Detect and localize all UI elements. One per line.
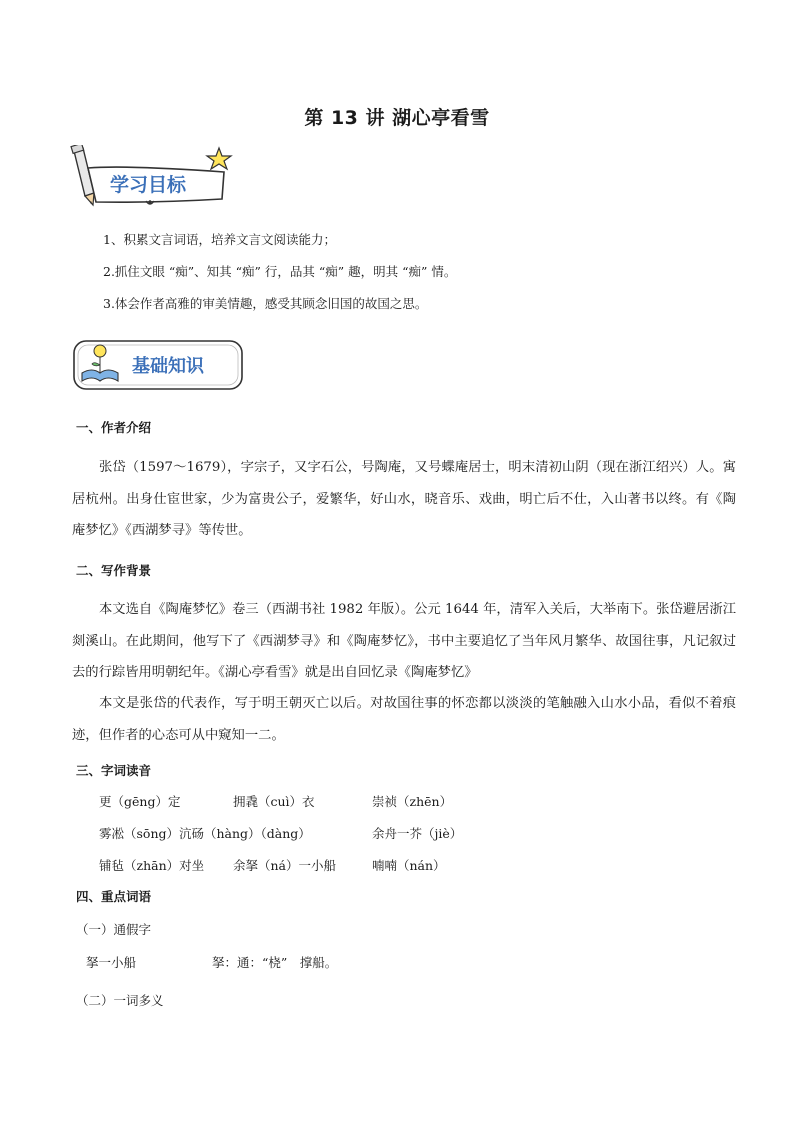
pronunciation-item: 铺毡（zhān）对坐 [99, 858, 205, 873]
learning-goals-banner [66, 145, 236, 215]
banner-basics-label: 基础知识 [132, 356, 204, 377]
objective-2: 2.抓住文眼 “痴”、知其 “痴” 行，品其 “痴” 趣，明其 “痴” 情。 [103, 264, 457, 279]
section-heading-background: 二、写作背景 [76, 563, 152, 578]
star-icon [207, 148, 231, 169]
basic-knowledge-banner [68, 337, 248, 395]
author-paragraph: 张岱（1597～1679），字宗子，又字石公，号陶庵，又号蝶庵居士，明末清初山阴（现在浙江绍兴）人。寓居杭州。出身仕宦世家，少为富贵公子，爱繁华，好山水，晓音乐、戏曲，明亡后不仕，入山著书以终。有《陶庵梦忆》《西湖梦寻》等传世。 [72, 460, 736, 538]
background-paragraph-2: 本文是张岱的代表作，写于明王朝灭亡以后。对故国往事的怀恋都以淡淡的笔触融入山水小品，看似不着痕迹，但作者的心态可从中窥知一二。 [72, 696, 736, 743]
pronunciation-item: 余舟一芥（jiè） [372, 826, 463, 841]
pronunciation-item: 拥毳（cuì）衣 [233, 794, 315, 809]
pronunciation-item: 雾凇（sōng）沆砀（hàng）（dàng） [99, 826, 311, 841]
banner-goals-label: 学习目标 [110, 174, 187, 196]
pronunciation-item: 崇祯（zhēn） [372, 794, 453, 809]
pronunciation-item: 更（gēng）定 [99, 794, 181, 809]
subheading-polysemy: （二）一词多义 [76, 993, 164, 1008]
section-heading-keywords: 四、重点词语 [76, 889, 152, 904]
background-paragraph-1: 本文选自《陶庵梦忆》卷三（西湖书社 1982 年版）。公元 1644 年，清军入关后，大举南下。张岱避居浙江剡溪山。在此期间，他写下了《西湖梦寻》和《陶庵梦忆》，书中主要追忆了当年风月繁华、故国往事，凡记叙过去的行踪皆用明朝纪年。《湖心亭看雪》就是出自回忆录《陶庵梦忆》 [72, 602, 736, 680]
pronunciation-item: 余拏（ná）一小船 [233, 858, 337, 873]
tongjia-word: 拏一小船 [86, 955, 137, 970]
pronunciation-item: 喃喃（nán） [372, 858, 446, 873]
objective-1: 1、积累文言词语，培养文言文阅读能力； [103, 232, 336, 247]
objective-3: 3.体会作者高雅的审美情趣，感受其顾念旧国的故国之思。 [103, 296, 428, 311]
subheading-tongjia: （一）通假字 [76, 922, 152, 937]
section-heading-author: 一、作者介绍 [76, 420, 152, 435]
section-heading-pronunciation: 三、字词读音 [76, 763, 152, 778]
page-title: 第 13 讲 湖心亭看雪 [304, 107, 490, 129]
tongjia-explanation: 拏：通：“桡” 撑船。 [212, 955, 338, 970]
